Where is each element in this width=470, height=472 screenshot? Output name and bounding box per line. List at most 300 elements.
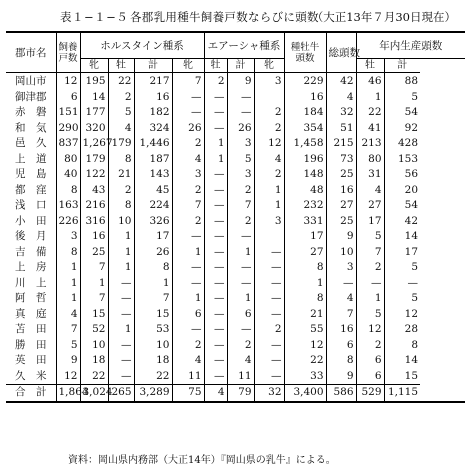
- table-title: [0, 9, 470, 27]
- value-cell: 2: [172, 338, 204, 354]
- district-cell: 小 田: [15, 214, 47, 227]
- value-cell: 229: [284, 73, 326, 90]
- value-cell: 4: [172, 152, 204, 168]
- value-cell: 1: [80, 276, 108, 292]
- value-cell: 73: [326, 152, 356, 168]
- table-row: [6, 152, 465, 168]
- value-cell: —: [204, 105, 227, 121]
- value-cell: 9: [227, 73, 254, 90]
- value-cell: 1: [108, 229, 134, 245]
- table-row: [6, 291, 465, 307]
- value-cell: 22: [284, 353, 326, 369]
- value-cell: 45: [134, 183, 172, 199]
- header-production: 年内生産頭数: [356, 32, 465, 59]
- value-cell: 428: [384, 136, 420, 152]
- value-cell: 12: [56, 73, 80, 90]
- value-cell: 1: [108, 322, 134, 338]
- value-cell: 9: [326, 369, 356, 385]
- value-cell: 14: [80, 90, 108, 106]
- value-cell: —: [254, 353, 284, 369]
- value-cell: 18: [80, 353, 108, 369]
- value-cell: —: [172, 229, 204, 245]
- value-cell: 1: [227, 291, 254, 307]
- value-cell: 2: [356, 260, 384, 276]
- table-row: [6, 105, 465, 121]
- value-cell: 20: [384, 183, 420, 199]
- value-cell: 4: [227, 353, 254, 369]
- value-cell: 7: [172, 73, 204, 90]
- value-cell: 17: [134, 229, 172, 245]
- value-cell: 9: [326, 229, 356, 245]
- value-cell: 16: [284, 90, 326, 106]
- value-cell: 26: [227, 121, 254, 137]
- value-cell: 1,115: [384, 385, 420, 402]
- value-cell: 2: [227, 214, 254, 230]
- district-cell: 児 島: [15, 168, 47, 180]
- value-cell: 196: [284, 152, 326, 168]
- value-cell: 3,289: [134, 385, 172, 402]
- table-date: （大正13年７月30日現在）: [311, 10, 456, 24]
- table-row: [6, 353, 465, 369]
- value-cell: 79: [227, 385, 254, 402]
- value-cell: —: [254, 245, 284, 261]
- district-cell: 御津郡: [15, 90, 47, 103]
- header-households: 飼養戸数: [56, 32, 80, 73]
- value-cell: —: [108, 353, 134, 369]
- district-cell: 久 米: [15, 369, 47, 382]
- value-cell: 11: [227, 369, 254, 385]
- value-cell: 3: [172, 167, 204, 183]
- value-cell: —: [227, 322, 254, 338]
- value-cell: 2: [356, 338, 384, 354]
- value-cell: 213: [356, 136, 384, 152]
- value-cell: 5: [384, 291, 420, 307]
- value-cell: 4: [254, 152, 284, 168]
- value-cell: 27: [326, 198, 356, 214]
- value-cell: —: [108, 291, 134, 307]
- value-cell: 8: [134, 260, 172, 276]
- value-cell: 52: [80, 322, 108, 338]
- value-cell: 324: [134, 121, 172, 137]
- value-cell: 5: [108, 105, 134, 121]
- value-cell: 163: [56, 198, 80, 214]
- value-cell: 31: [356, 167, 384, 183]
- value-cell: 16: [134, 90, 172, 106]
- table-row: [6, 136, 465, 152]
- district-cell: 浅 口: [15, 199, 47, 211]
- value-cell: 8: [108, 198, 134, 214]
- table-row: [6, 307, 465, 323]
- value-cell: 43: [80, 183, 108, 199]
- table-row: [6, 276, 465, 292]
- value-cell: 16: [326, 322, 356, 338]
- value-cell: 12: [56, 369, 80, 385]
- value-cell: 1: [254, 198, 284, 214]
- value-cell: 4: [56, 307, 80, 323]
- value-cell: 8: [56, 245, 80, 261]
- value-cell: 12: [284, 338, 326, 354]
- value-cell: —: [204, 322, 227, 338]
- value-cell: 179: [80, 152, 108, 168]
- value-cell: 2: [254, 167, 284, 183]
- value-cell: 4: [204, 385, 227, 402]
- value-cell: 232: [284, 198, 326, 214]
- table-number: 表１−１−５: [60, 10, 129, 24]
- value-cell: 80: [56, 152, 80, 168]
- value-cell: —: [204, 198, 227, 214]
- district-cell: 苫 田: [15, 323, 47, 335]
- value-cell: 6: [172, 307, 204, 323]
- value-cell: 8: [108, 152, 134, 168]
- value-cell: 7: [326, 307, 356, 323]
- value-cell: 151: [56, 105, 80, 121]
- value-cell: 2: [108, 183, 134, 199]
- value-cell: 3: [326, 260, 356, 276]
- value-cell: 586: [326, 385, 356, 402]
- header-district: 郡市名: [6, 32, 56, 73]
- value-cell: 1,267: [80, 136, 108, 152]
- value-cell: 22: [80, 369, 108, 385]
- value-cell: 331: [284, 214, 326, 230]
- table-row: [6, 322, 465, 338]
- value-cell: 122: [80, 167, 108, 183]
- value-cell: 5: [384, 260, 420, 276]
- district-cell: 和 気: [15, 121, 47, 134]
- value-cell: —: [204, 229, 227, 245]
- value-cell: —: [108, 276, 134, 292]
- district-cell: 上 房: [15, 261, 47, 273]
- value-cell: —: [204, 183, 227, 199]
- value-cell: 4: [326, 291, 356, 307]
- value-cell: 11: [172, 369, 204, 385]
- value-cell: 12: [384, 307, 420, 323]
- value-cell: 8: [284, 260, 326, 276]
- district-cell: 真 庭: [15, 307, 47, 320]
- value-cell: —: [227, 90, 254, 106]
- value-cell: 837: [56, 136, 80, 152]
- value-cell: —: [227, 229, 254, 245]
- value-cell: 27: [284, 245, 326, 261]
- value-cell: 7: [134, 291, 172, 307]
- value-cell: 290: [56, 121, 80, 137]
- dairy-cattle-table: [6, 31, 465, 403]
- value-cell: 529: [356, 385, 384, 402]
- value-cell: 26: [134, 245, 172, 261]
- value-cell: —: [204, 369, 227, 385]
- value-cell: 22: [134, 369, 172, 385]
- value-cell: 5: [356, 229, 384, 245]
- value-cell: 1: [56, 291, 80, 307]
- value-cell: 7: [56, 322, 80, 338]
- value-cell: 3: [254, 214, 284, 230]
- value-cell: 1: [204, 136, 227, 152]
- value-cell: 5: [356, 307, 384, 323]
- total-row: [6, 385, 465, 402]
- value-cell: —: [254, 369, 284, 385]
- value-cell: —: [326, 276, 356, 292]
- value-cell: 22: [108, 73, 134, 90]
- value-cell: 14: [384, 229, 420, 245]
- value-cell: —: [204, 90, 227, 106]
- value-cell: —: [254, 307, 284, 323]
- value-cell: [254, 90, 284, 106]
- value-cell: —: [108, 369, 134, 385]
- value-cell: 8: [56, 183, 80, 199]
- header-p-sum: 計: [384, 59, 420, 73]
- table-row: [6, 369, 465, 385]
- value-cell: 8: [384, 338, 420, 354]
- value-cell: 3: [254, 73, 284, 90]
- value-cell: 179: [108, 136, 134, 152]
- header-a-sum: 計: [227, 59, 254, 73]
- value-cell: —: [227, 260, 254, 276]
- value-cell: 1: [356, 291, 384, 307]
- district-cell: 岡山市: [15, 75, 47, 87]
- value-cell: 42: [326, 73, 356, 90]
- district-cell: 都 窪: [15, 183, 47, 196]
- value-cell: 4: [326, 90, 356, 106]
- value-cell: 53: [134, 322, 172, 338]
- value-cell: 12: [356, 322, 384, 338]
- table-row: [6, 229, 465, 245]
- value-cell: 16: [326, 183, 356, 199]
- value-cell: 1: [56, 260, 80, 276]
- source-note: 資料：岡山県内務部（大正14年）『岡山県の乳牛』による。: [68, 455, 336, 466]
- value-cell: 354: [284, 121, 326, 137]
- value-cell: 80: [356, 152, 384, 168]
- value-cell: 7: [356, 245, 384, 261]
- value-cell: 92: [384, 121, 420, 137]
- value-cell: 2: [227, 338, 254, 354]
- value-cell: —: [204, 353, 227, 369]
- value-cell: 3: [56, 229, 80, 245]
- value-cell: 3,024: [80, 385, 108, 402]
- value-cell: —: [172, 90, 204, 106]
- table-caption: 各郡乳用種牛飼養戸数ならびに頭数: [130, 10, 319, 24]
- table-row: [6, 260, 465, 276]
- value-cell: 6: [356, 353, 384, 369]
- value-cell: —: [204, 167, 227, 183]
- table-body: [6, 73, 465, 402]
- value-cell: —: [254, 338, 284, 354]
- value-cell: 215: [326, 136, 356, 152]
- value-cell: 320: [80, 121, 108, 137]
- value-cell: 21: [284, 307, 326, 323]
- value-cell: 2: [254, 322, 284, 338]
- value-cell: 17: [284, 229, 326, 245]
- header-h-sum: 計: [134, 59, 172, 73]
- value-cell: 56: [384, 167, 420, 183]
- value-cell: 2: [172, 136, 204, 152]
- value-cell: —: [227, 276, 254, 292]
- value-cell: 6: [356, 369, 384, 385]
- value-cell: —: [204, 214, 227, 230]
- value-cell: —: [254, 276, 284, 292]
- header-total-head: 総頭数: [326, 32, 356, 73]
- value-cell: 1,864: [56, 385, 80, 402]
- value-cell: 1: [254, 183, 284, 199]
- value-cell: 25: [80, 245, 108, 261]
- value-cell: —: [108, 338, 134, 354]
- value-cell: 217: [134, 73, 172, 90]
- value-cell: 17: [356, 214, 384, 230]
- value-cell: —: [204, 121, 227, 137]
- value-cell: 2: [254, 121, 284, 137]
- table-row: [6, 73, 465, 90]
- value-cell: 18: [134, 353, 172, 369]
- value-cell: 4: [172, 353, 204, 369]
- value-cell: 1: [204, 152, 227, 168]
- header-holstein: ホルスタイン種系: [80, 32, 204, 59]
- value-cell: 226: [56, 214, 80, 230]
- table-row: [6, 245, 465, 261]
- value-cell: 195: [80, 73, 108, 90]
- value-cell: 7: [172, 198, 204, 214]
- value-cell: 1: [172, 245, 204, 261]
- value-cell: 14: [384, 353, 420, 369]
- value-cell: [254, 229, 284, 245]
- table-row: [6, 338, 465, 354]
- value-cell: 3: [227, 167, 254, 183]
- value-cell: 1: [108, 245, 134, 261]
- header-ayrshire: エアーシャ種系: [204, 32, 284, 59]
- value-cell: 1: [227, 245, 254, 261]
- value-cell: 184: [284, 105, 326, 121]
- value-cell: 6: [56, 90, 80, 106]
- value-cell: 8: [326, 353, 356, 369]
- value-cell: 21: [108, 167, 134, 183]
- value-cell: 224: [134, 198, 172, 214]
- value-cell: 2: [204, 73, 227, 90]
- value-cell: —: [172, 105, 204, 121]
- value-cell: 2: [172, 183, 204, 199]
- value-cell: 1,458: [284, 136, 326, 152]
- header-bulls: 種牡牛頭数: [284, 32, 326, 73]
- value-cell: 1: [108, 260, 134, 276]
- value-cell: —: [204, 276, 227, 292]
- value-cell: 46: [356, 73, 384, 90]
- value-cell: —: [384, 276, 420, 292]
- value-cell: 265: [108, 385, 134, 402]
- value-cell: —: [254, 260, 284, 276]
- header-p-bull: 牡: [356, 59, 384, 73]
- value-cell: 8: [284, 291, 326, 307]
- value-cell: 54: [384, 105, 420, 121]
- value-cell: 10: [108, 214, 134, 230]
- value-cell: 153: [384, 152, 420, 168]
- value-cell: 148: [284, 167, 326, 183]
- header-h-bull: 牡: [108, 59, 134, 73]
- value-cell: 3,400: [284, 385, 326, 402]
- value-cell: 40: [56, 167, 80, 183]
- table-row: [6, 214, 465, 230]
- value-cell: 7: [80, 260, 108, 276]
- value-cell: 7: [227, 198, 254, 214]
- district-cell: 合 計: [6, 385, 56, 402]
- value-cell: 25: [326, 214, 356, 230]
- value-cell: 5: [56, 338, 80, 354]
- value-cell: 10: [326, 245, 356, 261]
- value-cell: 182: [134, 105, 172, 121]
- value-cell: 1: [134, 276, 172, 292]
- value-cell: 51: [326, 121, 356, 137]
- value-cell: 75: [172, 385, 204, 402]
- value-cell: 1: [356, 90, 384, 106]
- value-cell: 25: [326, 167, 356, 183]
- value-cell: 15: [80, 307, 108, 323]
- value-cell: 4: [356, 183, 384, 199]
- value-cell: 10: [80, 338, 108, 354]
- value-cell: 42: [384, 214, 420, 230]
- value-cell: 2: [108, 90, 134, 106]
- value-cell: —: [108, 307, 134, 323]
- value-cell: 143: [134, 167, 172, 183]
- value-cell: 22: [356, 105, 384, 121]
- table-row: [6, 121, 465, 137]
- district-cell: 上 道: [15, 152, 47, 165]
- value-cell: 12: [254, 136, 284, 152]
- district-cell: 後 月: [15, 230, 47, 242]
- value-cell: 15: [384, 369, 420, 385]
- header-h-cow: 牝: [80, 59, 108, 73]
- value-cell: 5: [384, 90, 420, 106]
- value-cell: 27: [356, 198, 384, 214]
- value-cell: 28: [384, 322, 420, 338]
- value-cell: —: [204, 291, 227, 307]
- value-cell: 32: [254, 385, 284, 402]
- value-cell: —: [172, 260, 204, 276]
- value-cell: 33: [284, 369, 326, 385]
- value-cell: —: [204, 338, 227, 354]
- value-cell: 32: [326, 105, 356, 121]
- value-cell: 1: [284, 276, 326, 292]
- value-cell: 216: [80, 198, 108, 214]
- value-cell: —: [356, 276, 384, 292]
- value-cell: —: [172, 322, 204, 338]
- value-cell: 54: [384, 198, 420, 214]
- value-cell: 1,446: [134, 136, 172, 152]
- value-cell: 187: [134, 152, 172, 168]
- value-cell: 1: [172, 291, 204, 307]
- value-cell: —: [172, 276, 204, 292]
- value-cell: —: [204, 307, 227, 323]
- value-cell: —: [204, 260, 227, 276]
- value-cell: 177: [80, 105, 108, 121]
- value-cell: 2: [254, 105, 284, 121]
- value-cell: 1: [56, 276, 80, 292]
- value-cell: 10: [134, 338, 172, 354]
- value-cell: 2: [172, 214, 204, 230]
- district-cell: 川 上: [15, 276, 47, 289]
- header-a-cow: 牝: [172, 59, 204, 73]
- district-cell: 阿 哲: [15, 292, 47, 304]
- value-cell: 4: [108, 121, 134, 137]
- header-a-bull: 牡: [204, 59, 227, 73]
- district-cell: 英 田: [15, 354, 47, 366]
- value-cell: 316: [80, 214, 108, 230]
- value-cell: 9: [56, 353, 80, 369]
- value-cell: 326: [134, 214, 172, 230]
- district-cell: 赤 磐: [15, 106, 47, 118]
- district-cell: 邑 久: [15, 137, 47, 149]
- value-cell: 55: [284, 322, 326, 338]
- value-cell: 2: [227, 183, 254, 199]
- value-cell: 26: [172, 121, 204, 137]
- value-cell: 17: [384, 245, 420, 261]
- header-p-cow: 牝: [254, 59, 284, 73]
- value-cell: 15: [134, 307, 172, 323]
- value-cell: 48: [284, 183, 326, 199]
